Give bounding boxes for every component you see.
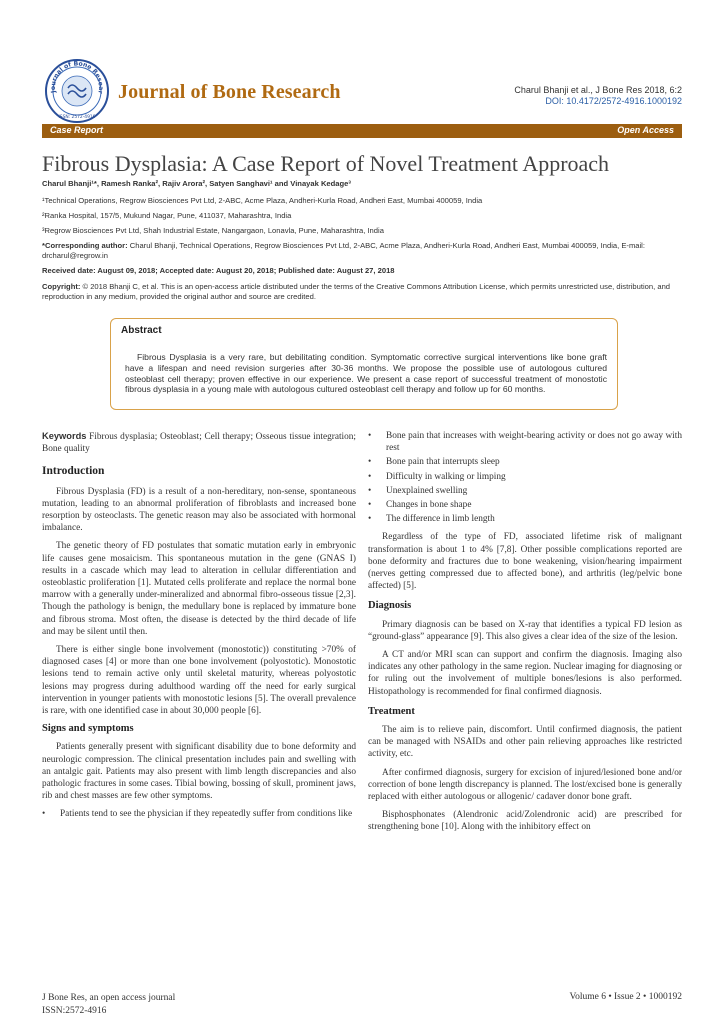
article-title: Fibrous Dysplasia: A Case Report of Novel Treatment Approach: [42, 151, 610, 176]
intro-paragraph-1: Fibrous Dysplasia (FD) is a result of a non-hereditary, non-sense, spontaneous mutation, leading to an abnormal proliferation of fibroblasts and increased bone resorption by osteoclasts. The genetic reason may also be associated with hormonal imbalance.: [42, 486, 356, 534]
logo-issn: ISSN: 2572-4916: [58, 115, 96, 120]
journal-title: Journal of Bone Research: [118, 81, 341, 103]
affiliation-3: ³Regrow Biosciences Pvt Ltd, Shah Industrial Estate, Nangargaon, Lonavla, Pune, Maharashtra, India: [42, 226, 384, 235]
abstract-heading: Abstract: [121, 325, 162, 336]
diagnosis-paragraph-1: Primary diagnosis can be based on X-ray that identifies a typical FD lesion as “ground-glass” appearance [9]. This also gives a clear idea of the size of the lesion.: [368, 619, 682, 642]
symptom-bullet-list: [368, 430, 682, 525]
affiliation-2: ²Ranka Hospital, 157/5, Mukund Nagar, Pune, 411037, Maharashtra, India: [42, 211, 292, 220]
intro-paragraph-2: The genetic theory of FD postulates that somatic mutation early in embryonic life causes gene mosaicism. This spontaneous mutation in the gene (GNAS I) results in a cascade which may lead to alteration in cellular differentiation and osteoblastic proliferation [1]. Mutated cells proliferate and replace the normal bone marrow with a generally under-mineralized and abnormal fibro-osseous tissue [2,3]. Though the pathology is benign, the medullary bone is replaced by immature bone and fibrous stroma. Most often, the disease is detected by the third decade of life and may be silent until then.: [42, 541, 356, 637]
intro-paragraph-3: There is either single bone involvement (monostotic)) constituting >70% of diagnosed cases [4] or more than one bone involvement (polyostotic). Monostotic lesions tend to remain active only until skeletal maturity, whereas polyostotic lesions may progress during adulthood warding off the need for early surgical intervention in younger patients with monostotic lesions [5]. The overall prevalence is rare, with one identified case in about 30,000 people [6].: [42, 645, 356, 717]
citation-block: [514, 85, 682, 107]
signs-paragraph-1: Patients generally present with significant disability due to bone deformity and neurologic compression. The clinical presentation includes pain and swelling with an antalgic gait. Patients may also present with limb length discrepancies and also pathologic fractures in some cases. Tibial bowing, bossing of skull, prominent jaws, rib and chest masses are few other symptoms.: [42, 742, 356, 802]
author-list: Charul Bhanji¹*, Ramesh Ranka², Rajiv Arora², Satyen Sanghavi¹ and Vinayak Kedage³: [42, 179, 351, 188]
list-item: • The difference in limb length: [368, 513, 682, 525]
list-item: • Bone pain that interrupts sleep: [368, 456, 682, 468]
corresponding-label: *Corresponding author:: [42, 241, 128, 250]
complications-paragraph: Regardless of the type of FD, associated lifetime risk of malignant transformation is about 1 to 4% [7,8]. Other possible complications reported are bone deformity and fractures due to bone weakening, vision/hearing impairment (nerves getting compressed due to affected bone), and arthritis (leg/pelvic bone affected) [5].: [368, 532, 682, 592]
list-item: • Patients tend to see the physician if they repeatedly suffer from conditions like: [42, 808, 356, 820]
keywords-text: Fibrous dysplasia; Osteoblast; Cell therapy; Osseous tissue integration; Bone quality: [42, 432, 356, 455]
abstract-text: Fibrous Dysplasia is a very rare, but debilitating condition. Symptomatic corrective surgical interventions like bone graft have a lifespan and need revision surgeries after 30-36 months. We propose the possible use of autologous cultured osteoblast cell therapy; proven effective in our experience. We present a case report of successful treatment of monostotic fibrous dysplasia in a young male with autologous cultured osteoblast cell therapy and follow up for 60 months.: [125, 352, 607, 395]
abstract-box: [110, 318, 618, 410]
keywords-label: Keywords: [42, 431, 87, 441]
article-type-bar: [42, 124, 682, 138]
treatment-paragraph-1: The aim is to relieve pain, discomfort. Until confirmed diagnosis, the patient can be managed with NSAIDs and other pain relieving approaches like restricted activity, etc.: [368, 725, 682, 760]
corresponding-author: [42, 241, 682, 261]
signs-bullet-list: [42, 808, 356, 820]
copyright-notice: [42, 282, 682, 302]
list-item: • Changes in bone shape: [368, 499, 682, 511]
citation: Charul Bhanji et al., J Bone Res 2018, 6:2: [514, 85, 682, 95]
diagnosis-heading: Diagnosis: [368, 600, 412, 612]
footer-journal: J Bone Res, an open access journal: [42, 993, 176, 1003]
logo-ring-text: Journal of Bone Resear: [49, 60, 105, 95]
treatment-heading: Treatment: [368, 705, 415, 717]
case-report-label: Case Report: [50, 125, 104, 135]
list-item: • Unexplained swelling: [368, 485, 682, 497]
copyright-text: © 2018 Bhanji C, et al. This is an open-access article distributed under the terms of the Creative Commons Attribution License, which permits unrestricted use, distribution, and reproduction in any medium, provided the original author and source are credited.: [42, 282, 671, 301]
list-item: • Difficulty in walking or limping: [368, 471, 682, 483]
copyright-label: Copyright:: [42, 282, 81, 291]
doi-link[interactable]: DOI: 10.4172/2572-4916.1000192: [545, 96, 682, 106]
right-column: [368, 430, 682, 840]
journal-logo: [44, 58, 110, 124]
left-column: [42, 430, 356, 827]
footer-volume: Volume 6 • Issue 2 • 1000192: [569, 992, 682, 1002]
introduction-heading: Introduction: [42, 465, 105, 478]
keywords: [42, 430, 356, 455]
signs-heading: Signs and symptoms: [42, 723, 134, 735]
treatment-paragraph-3: Bisphosphonates (Alendronic acid/Zolendronic acid) are prescribed for strengthening bone [10]. Along with the inhibitory effect on: [368, 810, 682, 833]
diagnosis-paragraph-2: A CT and/or MRI scan can support and confirm the diagnosis. Imaging also indicates any other pathology in the same region. Nuclear imaging for diagnosing or for ruling out the involvement of multiple bones/lesions is also performed. Histopathology is recommended for final confirmed diagnosis.: [368, 650, 682, 697]
list-item: • Bone pain that increases with weight-bearing activity or does not go away with rest: [368, 430, 682, 454]
article-dates: Received date: August 09, 2018; Accepted date: August 20, 2018; Published date: August 27, 2018: [42, 266, 395, 275]
footer-left: [42, 992, 175, 1018]
treatment-paragraph-2: After confirmed diagnosis, surgery for excision of injured/lesioned bone and/or correction of bone length discrepancy is planned. The lost/excised bone is generally replaced with either autologous or allogenic/ cadaver donor bone graft.: [368, 767, 682, 803]
corresponding-text: Charul Bhanji, Technical Operations, Regrow Biosciences Pvt Ltd, 2-ABC, Acme Plaza, Andheri-Kurla Road, Andheri East, Mumbai 400059, India, E-mail: drcharul@regrow.in: [42, 241, 645, 260]
affiliation-1: ¹Technical Operations, Regrow Biosciences Pvt Ltd, 2-ABC, Acme Plaza, Andheri-Kurla Road, Andheri East, Mumbai 400059, India: [42, 196, 483, 205]
open-access-label: Open Access: [617, 125, 674, 135]
footer-issn: ISSN:2572-4916: [42, 1006, 107, 1016]
